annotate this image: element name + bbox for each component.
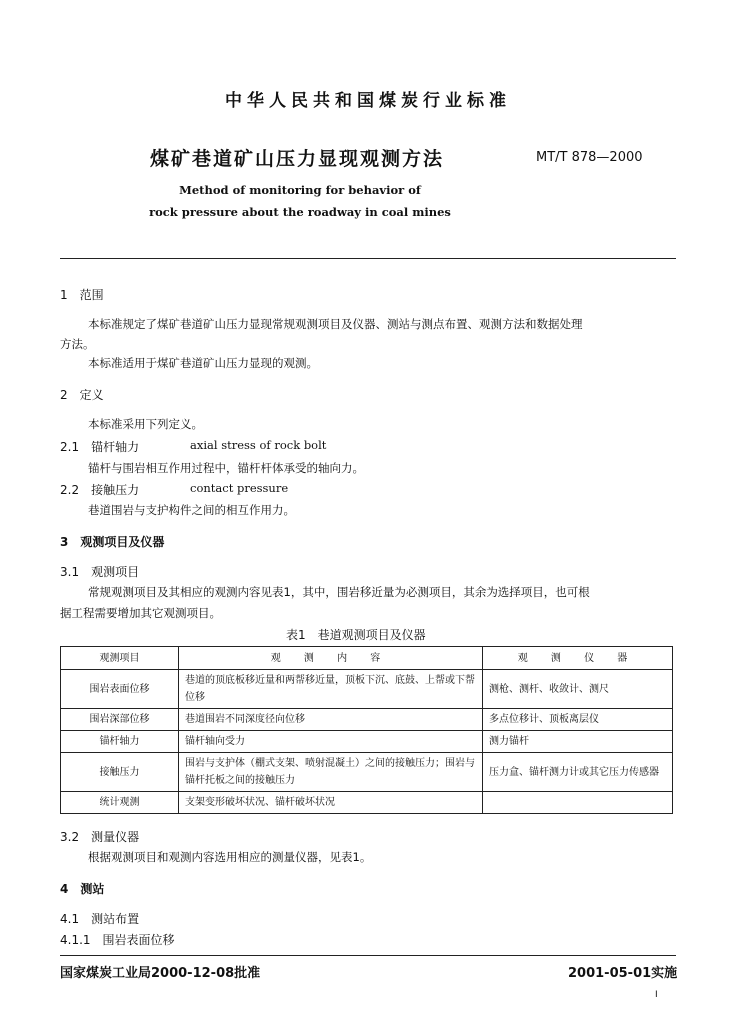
table-cell: 巷道围岩不同深度径向位移: [179, 709, 483, 731]
section-3-1-paragraph-line-2: 据工程需要增加其它观测项目。: [60, 606, 221, 620]
section-4-1-1-heading: 4.1.1 围岩表面位移: [60, 933, 175, 947]
table-1-caption: 表1 巷道观测项目及仪器: [286, 628, 426, 642]
section-2-heading: 2 定义: [60, 388, 104, 402]
section-4-1-heading: 4.1 测站布置: [60, 912, 140, 926]
definition-2-2-english: contact pressure: [190, 481, 289, 495]
section-3-heading: 3 观测项目及仪器: [60, 535, 165, 549]
definition-2-1-english: axial stress of rock bolt: [190, 438, 327, 452]
table-cell: 围岩与支护体（棚式支架、喷射混凝土）之间的接触压力；围岩与锚杆托板之间的接触压力: [179, 753, 483, 792]
table-cell: 围岩深部位移: [61, 709, 179, 731]
section-3-2-heading: 3.2 测量仪器: [60, 830, 140, 844]
table-row: [61, 709, 673, 731]
section-1-paragraph-line-2: 方法。: [60, 337, 95, 351]
implementation-date: 2001-05-01实施: [568, 966, 678, 981]
table-row: [61, 731, 673, 753]
document-title-english-line-2: rock pressure about the roadway in coal mines: [149, 205, 451, 219]
table-cell: 接触压力: [61, 753, 179, 792]
section-1-paragraph-2: 本标准适用于煤矿巷道矿山压力显现的观测。: [88, 356, 318, 370]
section-3-1-paragraph-line-1: 常规观测项目及其相应的观测内容见表1，其中，围岩移近量为必测项目，其余为选择项目，也可根: [88, 585, 590, 599]
table-cell: 锚杆轴力: [61, 731, 179, 753]
section-4-heading: 4 测站: [60, 882, 105, 896]
approval-date: 国家煤炭工业局2000-12-08批准: [60, 966, 261, 981]
standard-category-header: 中华人民共和国煤炭行业标准: [225, 91, 511, 111]
table-cell: 压力盒、锚杆测力计或其它压力传感器: [483, 753, 673, 792]
section-2-intro: 本标准采用下列定义。: [88, 417, 203, 431]
table-cell: 锚杆轴向受力: [179, 731, 483, 753]
section-3-1-heading: 3.1 观测项目: [60, 565, 140, 579]
table-header-cell: 观 测 内 容: [179, 647, 483, 670]
table-cell: 测力锚杆: [483, 731, 673, 753]
document-title-chinese: 煤矿巷道矿山压力显现观测方法: [150, 148, 445, 170]
table-cell: 测枪、测杆、收敛计、测尺: [483, 670, 673, 709]
table-cell: 巷道的顶底板移近量和两帮移近量，顶板下沉、底鼓、上帮或下帮位移: [179, 670, 483, 709]
standard-code: MT/T 878—2000: [536, 150, 643, 165]
definition-2-2-term: 2.2 接触压力: [60, 483, 140, 497]
definition-2-1-term: 2.1 锚杆轴力: [60, 440, 140, 454]
table-cell: 支架变形破坏状况、锚杆破坏状况: [179, 792, 483, 814]
definition-2-2-text: 巷道围岩与支护构件之间的相互作用力。: [88, 503, 295, 517]
table-cell: [483, 792, 673, 814]
table-cell: 围岩表面位移: [61, 670, 179, 709]
section-1-heading: 1 范围: [60, 288, 104, 302]
table-row: [61, 670, 673, 709]
table-row: [61, 792, 673, 814]
page-number: I: [655, 990, 658, 1000]
table-header-cell: 观测项目: [61, 647, 179, 670]
table-cell: 统计观测: [61, 792, 179, 814]
definition-2-1-text: 锚杆与围岩相互作用过程中，锚杆杆体承受的轴向力。: [88, 461, 364, 475]
footer-divider: [60, 955, 676, 956]
section-3-2-text: 根据观测项目和观测内容选用相应的测量仪器，见表1。: [88, 850, 372, 864]
table-header-cell: 观 测 仪 器: [483, 647, 673, 670]
table-row: [61, 753, 673, 792]
section-1-paragraph-line-1: 本标准规定了煤矿巷道矿山压力显现常规观测项目及仪器、测站与测点布置、观测方法和数据处理: [88, 317, 583, 331]
table-cell: 多点位移计、顶板离层仪: [483, 709, 673, 731]
document-title-english-line-1: Method of monitoring for behavior of: [179, 183, 421, 197]
header-divider: [60, 258, 676, 259]
observation-items-table: [60, 646, 673, 814]
table-header-row: [61, 647, 673, 670]
